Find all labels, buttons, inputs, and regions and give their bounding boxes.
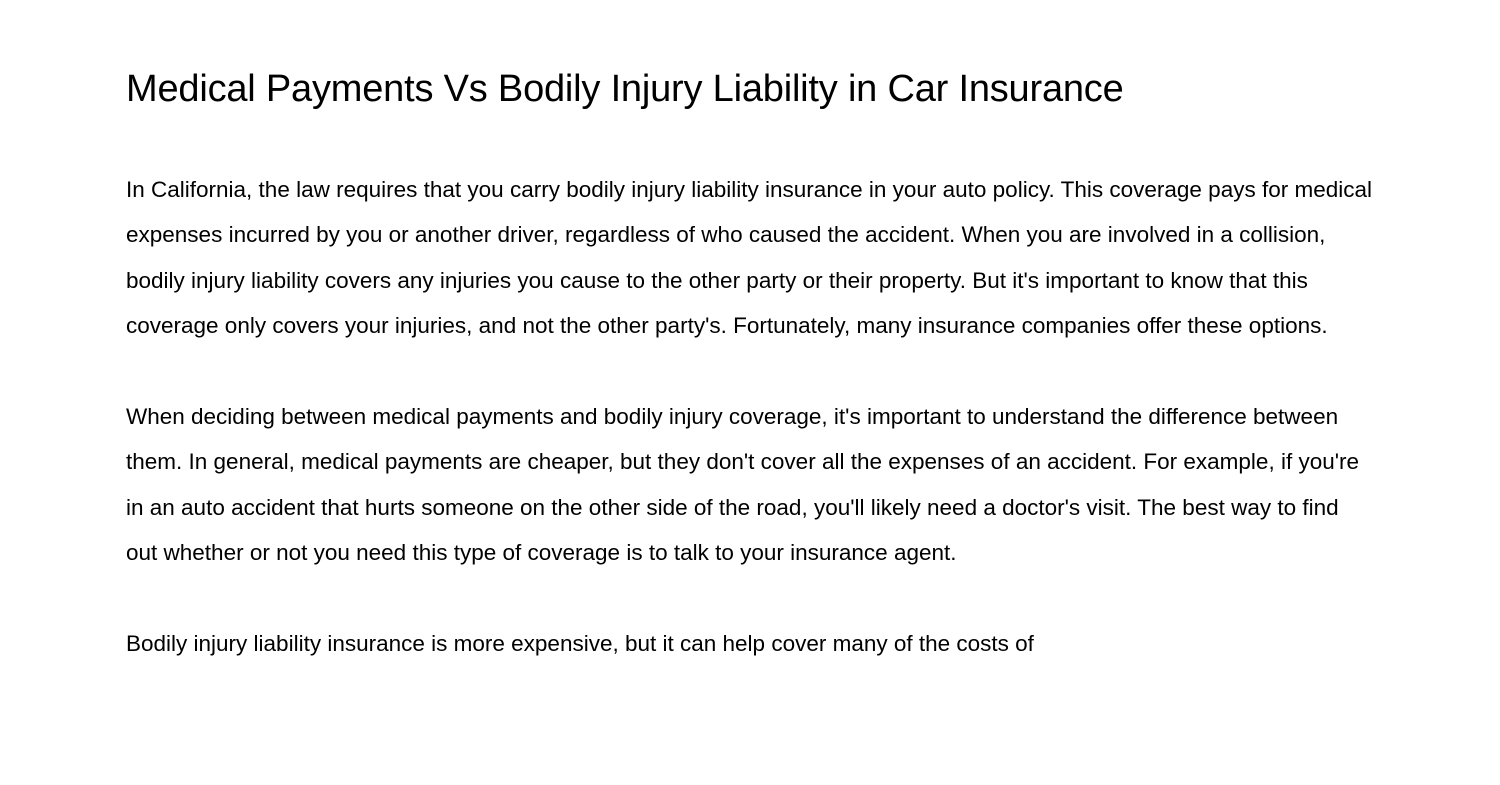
document-body <box>126 0 1376 666</box>
paragraph-3: Bodily injury liability insurance is more expensive, but it can help cover many of the costs of <box>126 630 1034 656</box>
paragraph-1: In California, the law requires that you carry bodily injury liability insurance in your auto policy. This coverage pays for medical expenses incurred by you or another driver, regardless of who caused the accident. When you are involved in a collision, bodily injury liability covers any injuries you cause to the other party or their property. But it's important to know that this coverage only covers your injuries, and not the other party's. Fortunately, many insurance companies offer these options. <box>126 176 1373 338</box>
page-title: Medical Payments Vs Bodily Injury Liability in Car Insurance <box>126 68 1124 110</box>
paragraph-2: When deciding between medical payments and bodily injury coverage, it's important to understand the difference between them. In general, medical payments are cheaper, but they don't cover all the expenses of an accident. For example, if you're in an auto accident that hurts someone on the other side of the road, you'll likely need a doctor's visit. The best way to find out whether or not you need this type of coverage is to talk to your insurance agent. <box>126 403 1360 565</box>
